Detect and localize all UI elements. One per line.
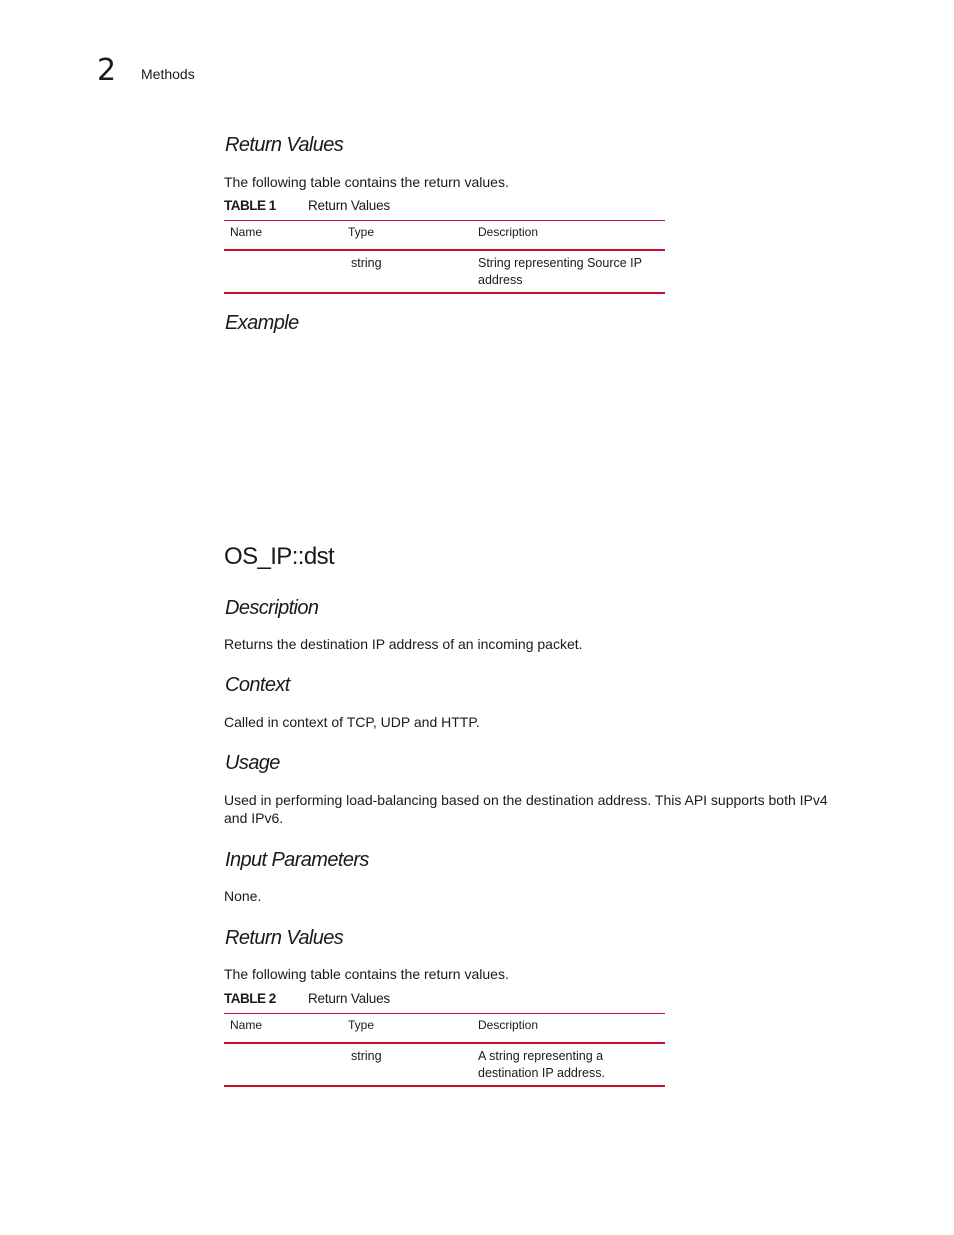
- input-parameters-text: None.: [224, 888, 262, 904]
- table-row: [224, 1044, 665, 1085]
- column-header-description: Description: [478, 225, 539, 239]
- table-header-row: [224, 1014, 665, 1044]
- chapter-title: Methods: [141, 66, 195, 82]
- cell-description-line: destination IP address.: [478, 1066, 605, 1080]
- table-caption: [224, 198, 390, 213]
- column-header-description: Description: [478, 1018, 539, 1032]
- return-values-table: [224, 220, 665, 294]
- chapter-number: 2: [97, 53, 117, 88]
- cell-description-line: String representing Source IP: [478, 256, 642, 270]
- table-row: [224, 251, 665, 292]
- usage-text-line: Used in performing load-balancing based on the destination address. This API supports both IPv4: [224, 792, 828, 808]
- cell-description-line: address: [478, 273, 523, 287]
- cell-name: [224, 251, 342, 292]
- return-values-heading: Return Values: [225, 927, 344, 949]
- cell-description: [472, 251, 665, 292]
- return-values-intro: The following table contains the return values.: [224, 174, 509, 190]
- description-text: Returns the destination IP address of an incoming packet.: [224, 636, 583, 652]
- column-header-name: Name: [230, 1018, 263, 1032]
- cell-description: [472, 1044, 665, 1085]
- table-label: TABLE 2: [224, 991, 276, 1006]
- cell-description-line: A string representing a: [478, 1049, 604, 1063]
- input-parameters-heading: Input Parameters: [225, 849, 369, 871]
- return-values-intro: The following table contains the return values.: [224, 966, 509, 982]
- method-title: OS_IP::dst: [224, 543, 335, 570]
- table-header-row: [224, 221, 665, 251]
- column-header-name: Name: [230, 225, 263, 239]
- cell-type: string: [351, 1049, 382, 1063]
- usage-heading: Usage: [225, 752, 280, 774]
- description-heading: Description: [225, 597, 319, 619]
- usage-text-line: and IPv6.: [224, 810, 284, 826]
- context-heading: Context: [225, 674, 290, 696]
- return-values-heading: Return Values: [225, 134, 344, 156]
- example-heading: Example: [225, 312, 299, 334]
- column-header-type: Type: [348, 1018, 375, 1032]
- table-title: Return Values: [308, 198, 390, 213]
- table-title: Return Values: [308, 991, 390, 1006]
- context-text: Called in context of TCP, UDP and HTTP.: [224, 714, 480, 730]
- column-header-type: Type: [348, 225, 375, 239]
- cell-name: [224, 1044, 342, 1085]
- table-caption: [224, 991, 390, 1006]
- table-label: TABLE 1: [224, 198, 276, 213]
- cell-type: string: [351, 256, 382, 270]
- return-values-table: [224, 1013, 665, 1087]
